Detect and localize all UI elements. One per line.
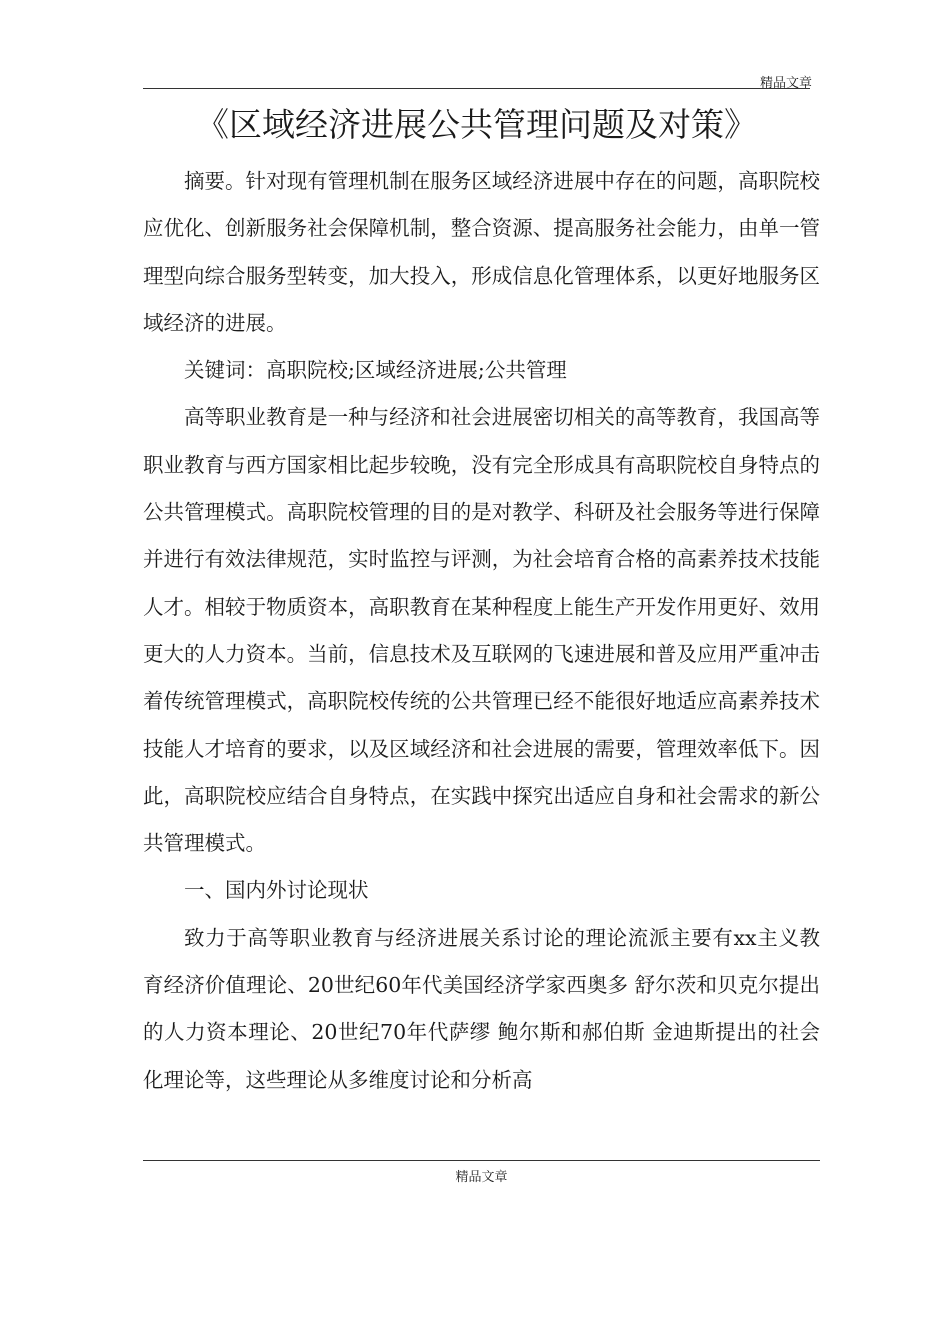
header-divider xyxy=(143,88,810,89)
section-heading: 一、国内外讨论现状 xyxy=(184,878,369,903)
page-header-label: 精品文章 xyxy=(760,76,813,91)
body-paragraph: 高等职业教育是一种与经济和社会进展密切相关的高等教育，我国高等职业教育与西方国家相比起步较晚，没有完全形成具有高职院校自身特点的公共管理模式。高职院校管理的目的是对教学、科研及社会服务等进行保障并进行有效法律规范，实时监控与评测，为社会培育合格的高素养技术技能人才。相较于物质资本，高职教育在某种程度上能生产开发作用更好、效用更大的人力资本。当前，信息技术及互联网的飞速进展和普及应用严重冲击着传统管理模式，高职院校传统的公共管理已经不能很好地适应高素养技术技能人才培育的要求，以及区域经济和社会进展的需要，管理效率低下。因此，高职院校应结合自身特点，在实践中探究出适应自身和社会需求的新公共管理模式。 xyxy=(143,405,820,856)
footer-divider xyxy=(143,1160,820,1161)
abstract-paragraph: 摘要。针对现有管理机制在服务区域经济进展中存在的问题，高职院校应优化、创新服务社会保障机制，整合资源、提高服务社会能力，由单一管理型向综合服务型转变，加大投入，形成信息化管理体系，以更好地服务区域经济的进展。 xyxy=(143,169,820,335)
document-body xyxy=(143,158,820,1104)
page-footer-label: 精品文章 xyxy=(455,1170,508,1185)
document-title: 《区域经济进展公共管理问题及对策》 xyxy=(196,105,757,144)
keywords-paragraph: 关键词：高职院校;区域经济进展;公共管理 xyxy=(184,358,567,383)
body-paragraph: 致力于高等职业教育与经济进展关系讨论的理论流派主要有xx主义教育经济价值理论、20世纪60年代美国经济学家西奥多 舒尔茨和贝克尔提出的人力资本理论、20世纪70年代萨缪 鲍尔斯和郝伯斯 金迪斯提出的社会化理论等，这些理论从多维度讨论和分析高 xyxy=(143,925,820,1092)
